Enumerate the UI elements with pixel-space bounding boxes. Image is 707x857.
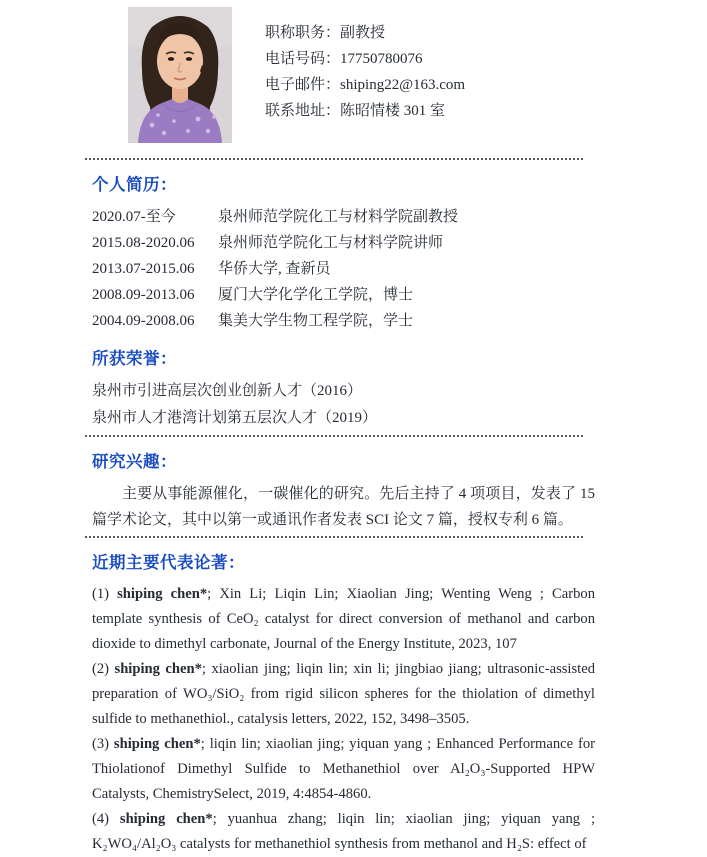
publication-item <box>92 582 595 657</box>
resume-period: 2020.07-至今 <box>92 209 176 225</box>
resume-period: 2013.07-2015.06 <box>92 261 195 277</box>
resume-desc: 华侨大学, 查新员 <box>218 261 331 277</box>
contact-row-address <box>265 98 465 124</box>
resume-row <box>92 230 595 256</box>
publication-author: shiping chen* <box>114 661 202 677</box>
publication-item <box>92 657 595 732</box>
publication-author: shiping chen* <box>113 736 201 752</box>
contact-row-title <box>265 20 465 46</box>
interests-paragraph: 主要从事能源催化，一碳催化的研究。先后主持了 4 项项目，发表了 15 篇学术论文，其中以第一或通讯作者发表 SCI 论文 7 篇，授权专利 6 篇。 <box>92 486 595 528</box>
resume-desc: 泉州师范学院化工与材料学院副教授 <box>218 209 459 225</box>
resume-row <box>92 282 595 308</box>
contact-row-email <box>265 72 465 98</box>
resume-rows <box>92 204 595 334</box>
resume-desc: 厦门大学化学化工学院，博士 <box>218 287 414 303</box>
resume-period: 2015.08-2020.06 <box>92 235 195 251</box>
publication-author: shiping chen* <box>119 811 213 827</box>
profile-photo <box>128 7 232 143</box>
resume-desc: 泉州师范学院化工与材料学院讲师 <box>218 235 444 251</box>
resume-period: 2008.09-2013.06 <box>92 287 195 303</box>
publication-text: ; Xin Li; Liqin Lin; Xiaolian Jing; Wenting Weng ; Carbon template synthesis of CeO₂ catalyst for direct conversion of methanol and carbon dioxide to dimethyl carbonate, Journal of the Energy Institute, 2023, 107 <box>92 586 595 652</box>
honor-item: 泉州市人才港湾计划第五层次人才（2019） <box>92 410 378 426</box>
publication-text: ; yuanhua zhang; liqin lin; xiaolian jing; yiquan yang ; K₂WO₄/Al₂O₃ catalysts for methanethiol synthesis from methanol and H₂S: effect of <box>92 811 596 852</box>
dotted-divider <box>85 536 583 538</box>
publication-number: (3) <box>92 736 114 752</box>
resume-row <box>92 256 595 282</box>
interests-title: 研究兴趣： <box>92 453 177 471</box>
contact-label: 电子邮件： <box>265 77 341 93</box>
resume-desc: 集美大学生物工程学院，学士 <box>218 313 414 329</box>
publication-text: ; liqin lin; xiaolian jing; yiquan yang ; Enhanced Performance for Thiolationof Dimethyl Sulfide to Methanethiol over Al₂O₃-Supported HPW Catalysts, ChemistrySelect, 2019, 4:4854-4860. <box>92 736 595 802</box>
contact-label: 联系地址： <box>265 103 341 119</box>
profile-header <box>92 7 595 143</box>
section-honors <box>92 349 595 432</box>
publications-list <box>92 582 595 857</box>
publication-number: (1) <box>92 586 118 602</box>
dotted-divider <box>85 158 583 160</box>
section-interests <box>92 452 595 533</box>
contact-label: 电话号码： <box>265 51 341 67</box>
resume-row <box>92 204 595 230</box>
section-publications <box>92 553 595 857</box>
dotted-divider <box>85 435 583 437</box>
contact-row-phone <box>265 46 465 72</box>
honors-title: 所获荣誉： <box>92 350 177 368</box>
contact-info <box>265 7 465 124</box>
cv-content <box>92 7 595 857</box>
resume-title: 个人简历： <box>92 176 177 194</box>
publication-number: (4) <box>92 811 120 827</box>
publication-text: ; xiaolian jing; liqin lin; xin li; jingbiao jiang; ultrasonic-assisted preparation of WO₃/SiO₂ from rigid silicon spheres for the thiolation of dimethyl sulfide to methanethiol., catalysis letters, 2022, 152, 3498–3505. <box>92 661 595 727</box>
publication-author: shiping chen* <box>117 586 208 602</box>
section-resume <box>92 175 595 334</box>
profile-photo-image <box>128 7 232 143</box>
contact-value: 17750780076 <box>340 51 423 67</box>
publication-item <box>92 732 595 807</box>
resume-row <box>92 308 595 334</box>
honor-item: 泉州市引进高层次创业创新人才（2016） <box>92 383 363 399</box>
contact-value: 副教授 <box>340 25 386 41</box>
publication-item <box>92 807 595 857</box>
honors-list <box>92 378 595 432</box>
resume-period: 2004.09-2008.06 <box>92 313 195 329</box>
publication-number: (2) <box>92 661 115 677</box>
contact-label: 职称职务： <box>265 25 341 41</box>
contact-value: shiping22@163.com <box>340 77 466 93</box>
cv-page <box>0 7 707 852</box>
contact-value: 陈昭情楼 301 室 <box>340 103 446 119</box>
publications-title: 近期主要代表论著： <box>92 554 245 572</box>
